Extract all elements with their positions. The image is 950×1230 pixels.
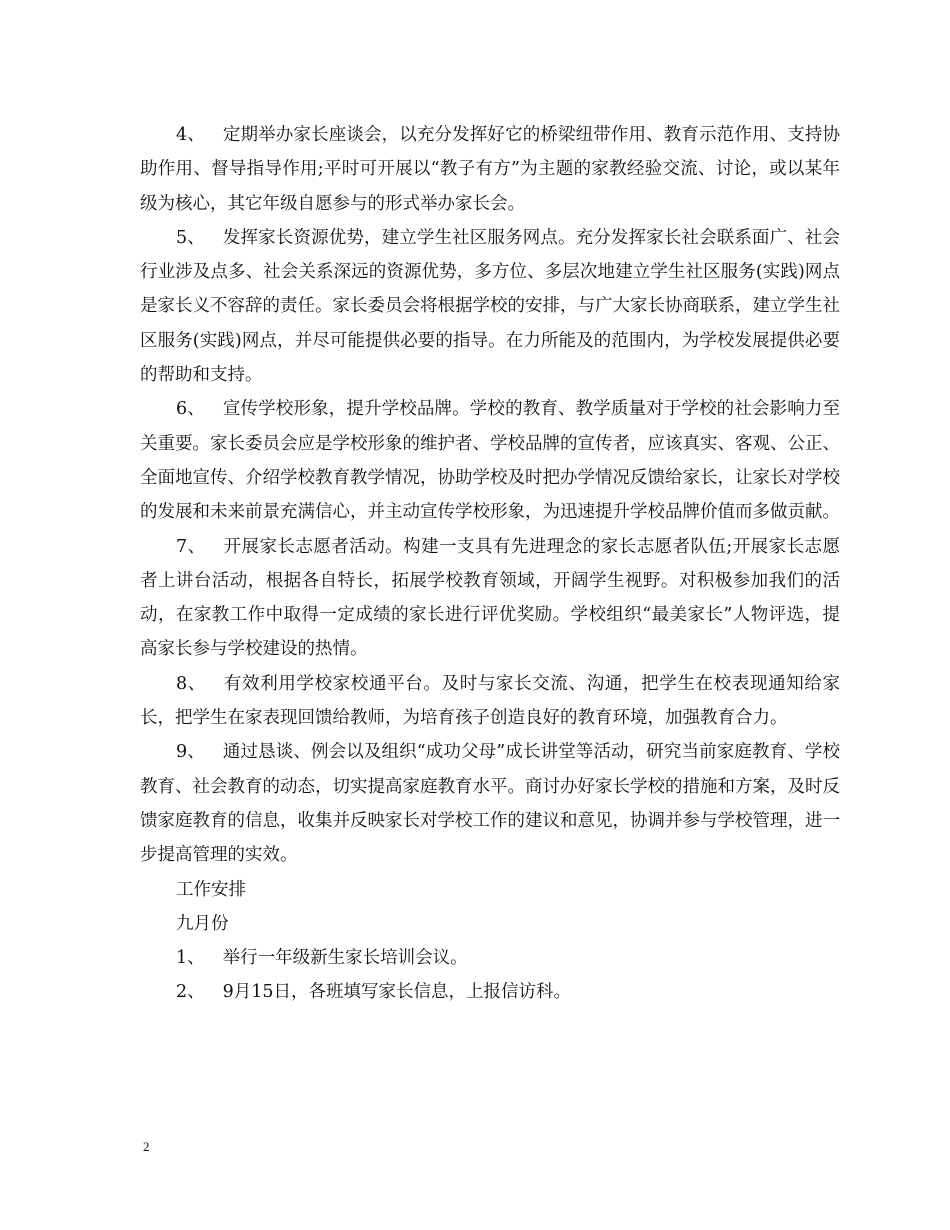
item-text: 有效利用学校家校通平台。及时与家长交流、沟通，把学生在校表现通知给家长，把学生在家表现回馈给教师，为培育孩子创造良好的教育环境，加强教育合力。 bbox=[140, 673, 841, 729]
item-number: 2、 bbox=[176, 982, 205, 1003]
list-item bbox=[140, 118, 840, 221]
section-heading: 工作安排 bbox=[176, 879, 246, 900]
item-number: 4、 bbox=[176, 125, 205, 145]
list-item bbox=[140, 392, 840, 529]
task-item bbox=[140, 941, 840, 975]
item-text: 举行一年级新生家长培训会议。 bbox=[222, 948, 468, 969]
list-item bbox=[140, 221, 840, 392]
item-number: 9、 bbox=[176, 742, 205, 763]
month-heading: 九月份 bbox=[176, 913, 229, 934]
task-item bbox=[140, 975, 840, 1009]
item-text: 9月15日，各班填写家长信息，上报信访科。 bbox=[222, 982, 572, 1003]
list-item bbox=[140, 735, 840, 872]
list-item bbox=[140, 530, 840, 667]
item-number: 5、 bbox=[176, 227, 205, 248]
item-number: 7、 bbox=[176, 536, 206, 557]
item-text: 宣传学校形象，提升学校品牌。学校的教育、教学质量对于学校的社会影响力至关重要。家长委员会应是学校形象的维护者、学校品牌的宣传者，应该真实、客观、公正、全面地宣传、介绍学校教育教学情况，协助学校及时把办学情况反馈给家长，让家长对学校的发展和未来前景充满信心，并主动宣传学校形象，为迅速提升学校品牌价值而多做贡献。 bbox=[140, 399, 840, 523]
item-text: 通过恳谈、例会以及组织“成功父母”成长讲堂等活动，研究当前家庭教育、学校教育、社会教育的动态，切实提高家庭教育水平。商讨办好家长学校的措施和方案，及时反馈家庭教育的信息，收集并反映家长对学校工作的建议和意见，协调并参与学校管理，进一步提高管理的实效。 bbox=[140, 742, 841, 866]
item-text: 定期举办家长座谈会，以充分发挥好它的桥梁纽带作用、教育示范作用、支持协助作用、督导指导作用;平时可开展以“教子有方”为主题的家教经验交流、讨论，或以某年级为核心，其它年级自愿参与的形式举办家长会。 bbox=[140, 125, 840, 214]
list-item bbox=[140, 667, 840, 736]
document-body bbox=[140, 118, 840, 1010]
item-number: 1、 bbox=[176, 948, 205, 969]
page-number: 2 bbox=[143, 1139, 150, 1154]
item-number: 8、 bbox=[176, 673, 206, 694]
item-number: 6、 bbox=[176, 399, 205, 420]
item-text: 开展家长志愿者活动。构建一支具有先进理念的家长志愿者队伍;开展家长志愿者上讲台活动，根据各自特长，拓展学校教育领域，开阔学生视野。对积极参加我们的活动，在家教工作中取得一定成绩的家长进行评优奖励。学校组织“最美家长”人物评选，提高家长参与学校建设的热情。 bbox=[140, 536, 840, 660]
item-text: 发挥家长资源优势，建立学生社区服务网点。充分发挥家长社会联系面广、社会行业涉及点多、社会关系深远的资源优势，多方位、多层次地建立学生社区服务(实践)网点是家长义不容辞的责任。家长委员会将根据学校的安排，与广大家长协商联系，建立学生社区服务(实践)网点，并尽可能提供必要的指导。在力所能及的范围内，为学校发展提供必要的帮助和支持。 bbox=[140, 227, 840, 386]
